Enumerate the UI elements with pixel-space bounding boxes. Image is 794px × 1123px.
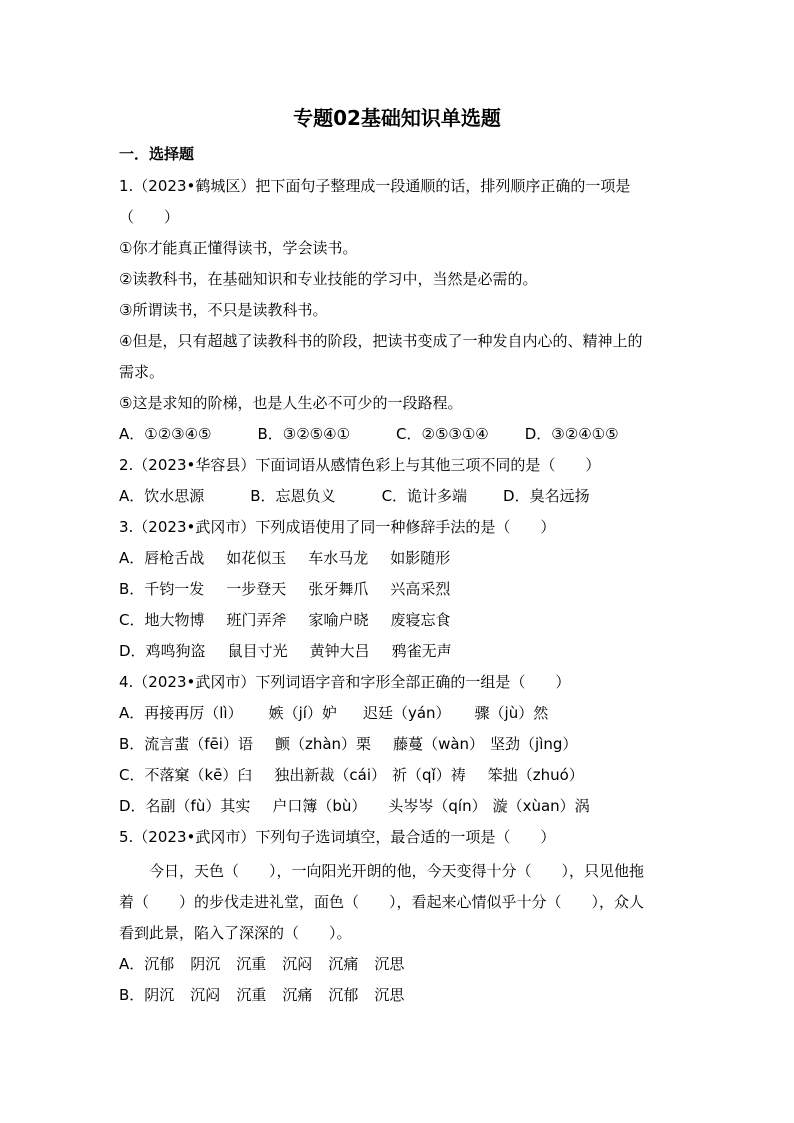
q4-c-term-1: C．不落窠（kē）臼 xyxy=(119,766,253,784)
q3-d-term-2: 鼠目寸光 xyxy=(227,642,288,660)
q4-c-term-4: 笨拙（zhuó） xyxy=(487,766,584,784)
q4-a-term-1: A．再接再厉（lì） xyxy=(119,704,243,722)
q3-a-term-3: 车水马龙 xyxy=(308,549,369,567)
q5-b-word-1: B．阴沉 xyxy=(119,986,175,1004)
q4-b-term-1: B．流言蜚（fēi）语 xyxy=(119,735,253,753)
q3-stem: 3.（2023•武冈市）下列成语使用了同一种修辞手法的是（ ） xyxy=(119,518,556,536)
q3-d-term-4: 鸦雀无声 xyxy=(391,642,452,660)
q4-a-term-4: 骤（jù）然 xyxy=(474,704,549,722)
q5-paragraph-line-1: 今日，天色（ ），一向阳光开朗的他，今天变得十分（ ），只见他拖 xyxy=(149,862,645,880)
q3-a-term-4: 如影随形 xyxy=(390,549,451,567)
q3-d-term-3: 黄钟大吕 xyxy=(309,642,370,660)
q4-b-term-4: 坚劲（jìng） xyxy=(490,735,578,753)
q1-options xyxy=(119,424,619,444)
q1-sentence-5: ⑤这是求知的阶梯，也是人生必不可少的一段路程。 xyxy=(119,394,463,412)
q2-option-d: D．臭名远扬 xyxy=(503,487,590,505)
q5-option-b xyxy=(119,985,404,1005)
q3-c-term-4: 废寝忘食 xyxy=(390,611,451,629)
q3-a-term-1: A．唇枪舌战 xyxy=(119,549,205,567)
q3-option-b xyxy=(119,579,450,599)
q4-d-term-2: 户口簿（bù） xyxy=(272,797,367,815)
q3-b-term-2: 一步登天 xyxy=(226,580,287,598)
q1-sentence-3: ③所谓读书，不只是读教科书。 xyxy=(119,301,328,319)
q1-sentence-1: ①你才能真正懂得读书，学会读书。 xyxy=(119,239,358,257)
q4-option-c xyxy=(119,765,584,785)
q2-options xyxy=(119,486,590,506)
q4-d-term-3: 头岑岑（qín） xyxy=(388,797,487,815)
q5-paragraph-line-2: 着（ ）的步伐走进礼堂，面色（ ），看起来心情似乎十分（ ），众人 xyxy=(119,893,645,911)
page-title: 专题02基础知识单选题 xyxy=(293,106,501,130)
q3-c-term-1: C．地大物博 xyxy=(119,611,205,629)
q5-option-a xyxy=(119,954,404,974)
q5-b-word-6: 沉思 xyxy=(374,986,405,1004)
q4-d-term-4: 漩（xùan）涡 xyxy=(492,797,590,815)
q1-option-d: D．③②④①⑤ xyxy=(524,425,619,443)
q5-b-word-2: 沉闷 xyxy=(190,986,221,1004)
q5-paragraph-line-3: 看到此景，陷入了深深的（ ）。 xyxy=(119,924,352,942)
q4-option-d xyxy=(119,796,590,816)
q4-c-term-3: 祈（qǐ）祷 xyxy=(392,766,466,784)
q1-stem-cont: （ ） xyxy=(119,208,180,226)
q2-stem: 2.（2023•华容县）下面词语从感情色彩上与其他三项不同的是（ ） xyxy=(119,456,601,474)
q5-b-word-3: 沉重 xyxy=(236,986,267,1004)
q3-d-term-1: D．鸡鸣狗盗 xyxy=(119,642,206,660)
q1-sentence-2: ②读教科书，在基础知识和专业技能的学习中，当然是必需的。 xyxy=(119,270,538,288)
q5-stem: 5.（2023•武冈市）下列句子选词填空，最合适的一项是（ ） xyxy=(119,828,556,846)
q4-c-term-2: 独出新裁（cái） xyxy=(274,766,386,784)
q3-option-c xyxy=(119,610,451,630)
q4-b-term-3: 藤蔓（wàn） xyxy=(393,735,485,753)
q1-sentence-4: ④但是，只有超越了读教科书的阶段，把读书变成了一种发自内心的、精神上的 xyxy=(119,332,643,350)
q1-stem: 1.（2023•鹤城区）把下面句子整理成一段通顺的话，排列顺序正确的一项是 xyxy=(119,177,631,195)
q5-a-word-5: 沉痛 xyxy=(328,955,359,973)
q5-a-word-2: 阴沉 xyxy=(190,955,221,973)
q3-option-a xyxy=(119,548,450,568)
q3-option-d xyxy=(119,641,452,661)
q3-b-term-3: 张牙舞爪 xyxy=(308,580,369,598)
q5-b-word-5: 沉郁 xyxy=(328,986,359,1004)
q2-option-b: B．忘恩负义 xyxy=(250,487,336,505)
q4-option-a xyxy=(119,703,548,723)
q4-a-term-3: 迟廷（yán） xyxy=(362,704,451,722)
q5-b-word-4: 沉痛 xyxy=(282,986,313,1004)
q5-a-word-4: 沉闷 xyxy=(282,955,313,973)
q3-c-term-3: 家喻户晓 xyxy=(308,611,369,629)
q3-b-term-4: 兴高采烈 xyxy=(390,580,451,598)
q2-option-a: A．饮水思源 xyxy=(119,487,205,505)
q5-a-word-3: 沉重 xyxy=(236,955,267,973)
q4-a-term-2: 嫉（jí）妒 xyxy=(268,704,337,722)
q4-d-term-1: D．名副（fù）其实 xyxy=(119,797,251,815)
q4-stem: 4.（2023•武冈市）下列词语字音和字形全部正确的一组是（ ） xyxy=(119,673,571,691)
q3-a-term-2: 如花似玉 xyxy=(226,549,287,567)
q3-c-term-2: 班门弄斧 xyxy=(226,611,287,629)
q1-option-c: C．②⑤③①④ xyxy=(396,425,489,443)
q4-b-term-2: 颤（zhàn）栗 xyxy=(274,735,372,753)
section-heading: 一．选择题 xyxy=(119,145,195,163)
q1-option-a: A．①②③④⑤ xyxy=(119,425,212,443)
q5-a-word-1: A．沉郁 xyxy=(119,955,175,973)
q1-sentence-4-cont: 需求。 xyxy=(119,363,165,381)
q3-b-term-1: B．千钧一发 xyxy=(119,580,205,598)
q2-option-c: C．诡计多端 xyxy=(381,487,468,505)
q5-a-word-6: 沉思 xyxy=(374,955,405,973)
q4-option-b xyxy=(119,734,577,754)
q1-option-b: B．③②⑤④① xyxy=(257,425,351,443)
